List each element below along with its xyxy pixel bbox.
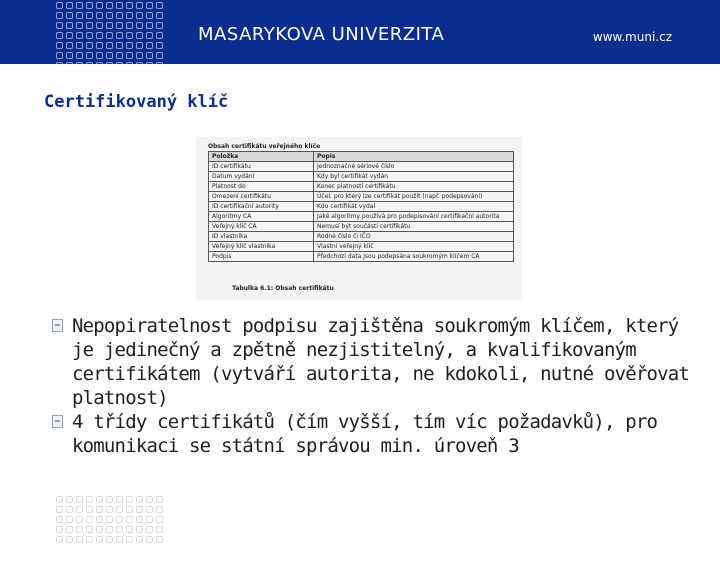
decorative-dot bbox=[76, 12, 83, 19]
decorative-dot bbox=[96, 62, 103, 64]
decorative-dot bbox=[156, 2, 163, 9]
decorative-dot bbox=[56, 62, 63, 64]
decorative-dot bbox=[106, 62, 113, 64]
decorative-dot bbox=[156, 12, 163, 19]
table-row bbox=[209, 202, 514, 212]
table-row bbox=[209, 222, 514, 232]
decorative-dot bbox=[86, 22, 93, 29]
decorative-dot bbox=[146, 52, 153, 59]
table-row bbox=[209, 212, 514, 222]
decorative-dot bbox=[146, 12, 153, 19]
decorative-dot bbox=[116, 62, 123, 64]
decorative-dot bbox=[146, 526, 153, 533]
figure-table-heading: Obsah certifikátu veřejného klíče bbox=[208, 143, 321, 150]
table-cell: Jaké algoritmy používá pro podepisování certifikační autorita bbox=[314, 212, 514, 222]
decorative-dot bbox=[86, 2, 93, 9]
decorative-dot bbox=[116, 52, 123, 59]
table-row bbox=[209, 252, 514, 262]
decorative-dot bbox=[126, 22, 133, 29]
decorative-dot bbox=[86, 496, 93, 503]
decorative-dot bbox=[146, 506, 153, 513]
decorative-dot bbox=[126, 32, 133, 39]
bullet-icon bbox=[52, 415, 63, 428]
figure-caption: Tabulka 6.1: Obsah certifikátu bbox=[232, 285, 334, 292]
decorative-dot bbox=[56, 22, 63, 29]
decorative-dot bbox=[126, 526, 133, 533]
decorative-dot bbox=[136, 32, 143, 39]
bullet-icon bbox=[52, 319, 63, 332]
decorative-dot bbox=[76, 506, 83, 513]
decorative-dot bbox=[136, 2, 143, 9]
decorative-dot bbox=[106, 42, 113, 49]
dot-pattern-decoration bbox=[54, 0, 174, 64]
decorative-dot bbox=[86, 52, 93, 59]
decorative-dot bbox=[106, 516, 113, 523]
decorative-dot bbox=[76, 496, 83, 503]
decorative-dot bbox=[56, 496, 63, 503]
decorative-dot bbox=[66, 32, 73, 39]
decorative-dot bbox=[56, 516, 63, 523]
decorative-dot bbox=[136, 516, 143, 523]
decorative-dot bbox=[66, 496, 73, 503]
decorative-dot bbox=[56, 2, 63, 9]
decorative-dot bbox=[86, 12, 93, 19]
decorative-dot bbox=[156, 32, 163, 39]
decorative-dot bbox=[66, 42, 73, 49]
decorative-dot bbox=[66, 516, 73, 523]
decorative-dot bbox=[156, 42, 163, 49]
decorative-dot bbox=[146, 496, 153, 503]
decorative-dot bbox=[76, 22, 83, 29]
university-name: MASARYKOVA UNIVERZITA bbox=[198, 24, 445, 45]
decorative-dot bbox=[66, 62, 73, 64]
decorative-dot bbox=[106, 496, 113, 503]
decorative-dot bbox=[76, 42, 83, 49]
decorative-dot bbox=[76, 2, 83, 9]
decorative-dot bbox=[116, 2, 123, 9]
decorative-dot bbox=[56, 506, 63, 513]
table-header-row bbox=[209, 152, 514, 162]
decorative-dot bbox=[156, 52, 163, 59]
decorative-dot bbox=[56, 526, 63, 533]
table-cell: Podpis bbox=[209, 252, 314, 262]
decorative-dot bbox=[116, 12, 123, 19]
decorative-dot bbox=[136, 526, 143, 533]
bullet-text: 4 třídy certifikátů (čím vyšší, tím víc požadavků), pro komunikaci se státní správou min. úroveň 3 bbox=[72, 411, 658, 457]
decorative-dot bbox=[56, 12, 63, 19]
table-cell: Omezení certifikátu bbox=[209, 192, 314, 202]
decorative-dot bbox=[96, 2, 103, 9]
table-cell: Veřejný klíč CA bbox=[209, 222, 314, 232]
decorative-dot bbox=[86, 62, 93, 64]
decorative-dot bbox=[116, 22, 123, 29]
decorative-dot bbox=[66, 12, 73, 19]
decorative-dot bbox=[66, 22, 73, 29]
decorative-dot bbox=[126, 62, 133, 64]
decorative-dot bbox=[126, 12, 133, 19]
bullet-text: Nepopiratelnost podpisu zajištěna soukromým klíčem, který je jedinečný a zpětně nezjistitelný, a kvalifikovaným certifikátem (vytváří autorita, ne kdokoli, nutné ověřovat platnost) bbox=[72, 315, 690, 409]
decorative-dot bbox=[116, 516, 123, 523]
decorative-dot bbox=[106, 12, 113, 19]
table-row bbox=[209, 242, 514, 252]
decorative-dot bbox=[136, 506, 143, 513]
decorative-dot bbox=[106, 2, 113, 9]
table-cell: Veřejný klíč vlastníka bbox=[209, 242, 314, 252]
table-row bbox=[209, 232, 514, 242]
table-cell: Platnost do bbox=[209, 182, 314, 192]
decorative-dot bbox=[86, 32, 93, 39]
decorative-dot bbox=[96, 506, 103, 513]
decorative-dot bbox=[66, 52, 73, 59]
certificate-contents-table bbox=[208, 151, 514, 262]
decorative-dot bbox=[116, 506, 123, 513]
decorative-dot bbox=[136, 496, 143, 503]
decorative-dot bbox=[76, 32, 83, 39]
table-cell: ID certifikační autority bbox=[209, 202, 314, 212]
decorative-dot bbox=[146, 2, 153, 9]
decorative-dot bbox=[86, 516, 93, 523]
decorative-dot bbox=[156, 496, 163, 503]
table-cell: Kdo certifikát vydal bbox=[314, 202, 514, 212]
decorative-dot bbox=[56, 32, 63, 39]
decorative-dot bbox=[156, 62, 163, 64]
table-cell: Nemusí být součástí certifikátu bbox=[314, 222, 514, 232]
decorative-dot bbox=[96, 22, 103, 29]
table-cell: Rodné číslo či IČO bbox=[314, 232, 514, 242]
decorative-dot bbox=[106, 32, 113, 39]
decorative-dot bbox=[146, 32, 153, 39]
column-header: Popis bbox=[314, 152, 514, 162]
decorative-dot bbox=[96, 52, 103, 59]
bullet-item bbox=[52, 314, 692, 410]
decorative-dot bbox=[126, 52, 133, 59]
decorative-dot bbox=[116, 496, 123, 503]
decorative-dot bbox=[136, 52, 143, 59]
table-cell: Vlastní veřejný klíč bbox=[314, 242, 514, 252]
table-cell: Předchozí data jsou podepsána soukromým klíčem CA bbox=[314, 252, 514, 262]
table-cell: ID certifikátu bbox=[209, 162, 314, 172]
decorative-dot bbox=[66, 2, 73, 9]
table-row bbox=[209, 162, 514, 172]
decorative-dot bbox=[76, 62, 83, 64]
slide-title: Certifikovaný klíč bbox=[44, 92, 229, 112]
decorative-dot bbox=[156, 516, 163, 523]
table-cell: Kdy byl certifikát vydán bbox=[314, 172, 514, 182]
decorative-dot bbox=[106, 22, 113, 29]
decorative-dot bbox=[96, 12, 103, 19]
decorative-dot bbox=[126, 516, 133, 523]
decorative-dot bbox=[76, 52, 83, 59]
decorative-dot bbox=[76, 526, 83, 533]
decorative-dot bbox=[136, 12, 143, 19]
decorative-dot bbox=[146, 516, 153, 523]
decorative-dot bbox=[136, 22, 143, 29]
decorative-dot bbox=[106, 52, 113, 59]
decorative-dot bbox=[76, 516, 83, 523]
table-row bbox=[209, 182, 514, 192]
decorative-dot bbox=[96, 496, 103, 503]
decorative-dot bbox=[96, 516, 103, 523]
decorative-dot bbox=[86, 42, 93, 49]
certificate-table-figure bbox=[196, 137, 522, 300]
decorative-dot bbox=[156, 526, 163, 533]
decorative-dot bbox=[116, 42, 123, 49]
table-cell: Konec platnosti certifikátu bbox=[314, 182, 514, 192]
dot-pattern-decoration-bottom bbox=[54, 494, 174, 574]
table-row bbox=[209, 192, 514, 202]
decorative-dot bbox=[106, 526, 113, 533]
table-cell: Algoritmy CA bbox=[209, 212, 314, 222]
decorative-dot bbox=[106, 506, 113, 513]
bullet-item bbox=[52, 410, 692, 458]
decorative-dot bbox=[126, 496, 133, 503]
bullet-list bbox=[52, 314, 692, 458]
decorative-dot bbox=[116, 32, 123, 39]
university-url: www.muni.cz bbox=[592, 30, 672, 44]
column-header: Položka bbox=[209, 152, 314, 162]
decorative-dot bbox=[126, 506, 133, 513]
decorative-dot bbox=[56, 42, 63, 49]
decorative-dot bbox=[146, 62, 153, 64]
decorative-dot bbox=[126, 42, 133, 49]
table-cell: Datum vydání bbox=[209, 172, 314, 182]
decorative-dot bbox=[116, 526, 123, 533]
decorative-dot bbox=[86, 526, 93, 533]
decorative-dot bbox=[136, 42, 143, 49]
decorative-dot bbox=[86, 506, 93, 513]
decorative-dot bbox=[136, 62, 143, 64]
decorative-dot bbox=[156, 506, 163, 513]
decorative-dot bbox=[96, 42, 103, 49]
decorative-dot bbox=[146, 22, 153, 29]
decorative-dot bbox=[66, 506, 73, 513]
table-cell: Jednoznačné sériové číslo bbox=[314, 162, 514, 172]
table-row bbox=[209, 172, 514, 182]
table-cell: Účel, pro který lze certifikát použít (např. podepsování) bbox=[314, 192, 514, 202]
decorative-dot bbox=[66, 526, 73, 533]
header-bar bbox=[0, 0, 720, 64]
decorative-dot bbox=[96, 526, 103, 533]
decorative-dot bbox=[156, 22, 163, 29]
decorative-dot bbox=[126, 2, 133, 9]
decorative-dot bbox=[96, 32, 103, 39]
decorative-dot bbox=[146, 42, 153, 49]
decorative-dot bbox=[56, 52, 63, 59]
table-cell: ID vlastníka bbox=[209, 232, 314, 242]
